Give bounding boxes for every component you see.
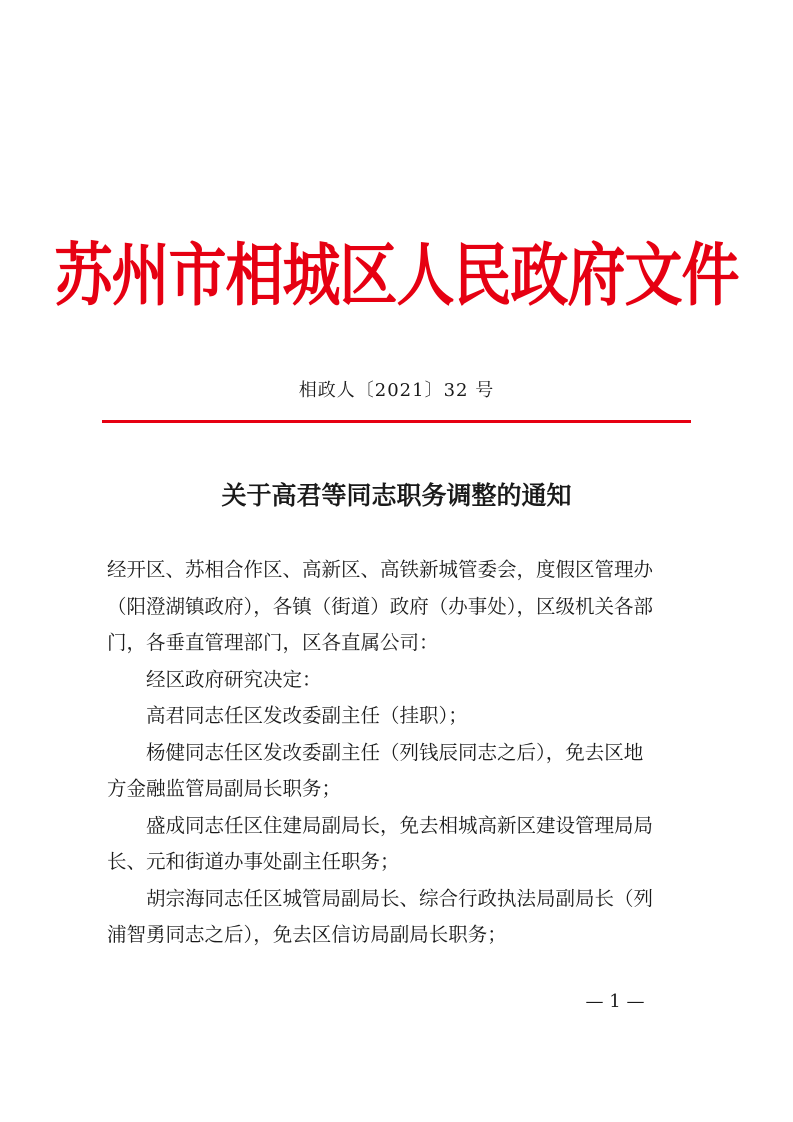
notice-title: 关于高君等同志职务调整的通知: [221, 481, 572, 510]
body-line: 长、元和街道办事处副主任职务；: [107, 850, 400, 873]
notice-body: [107, 552, 687, 954]
body-paragraph-start: 胡宗海同志任区城管局副局长、综合行政执法局副局长（列: [146, 886, 654, 910]
body-line: 门，各垂直管理部门，区各直属公司：: [107, 631, 439, 654]
body-paragraph-start: 经区政府研究决定：: [146, 667, 322, 691]
body-paragraph-start: 盛成同志任区住建局副局长，免去相城高新区建设管理局局: [146, 813, 654, 837]
page-number: — 1 —: [585, 991, 645, 1012]
document-number: 相政人〔2021〕32 号: [298, 380, 495, 401]
body-line: 浦智勇同志之后），免去区信访局副局长职务；: [107, 923, 507, 946]
document-header-title: 苏州市相城区人民政府文件: [54, 235, 739, 316]
body-paragraph-start: 高君同志任区发改委副主任（挂职）；: [146, 704, 468, 727]
body-line: 方金融监管局副局长职务；: [107, 777, 342, 800]
body-line: 经开区、苏相合作区、高新区、高铁新城管委会，度假区管理办: [107, 558, 654, 581]
red-divider-line: [102, 420, 691, 423]
body-line: （阳澄湖镇政府），各镇（街道）政府（办事处），区级机关各部: [107, 594, 654, 618]
body-paragraph-start: 杨健同志任区发改委副主任（列钱辰同志之后），免去区地: [146, 740, 644, 764]
